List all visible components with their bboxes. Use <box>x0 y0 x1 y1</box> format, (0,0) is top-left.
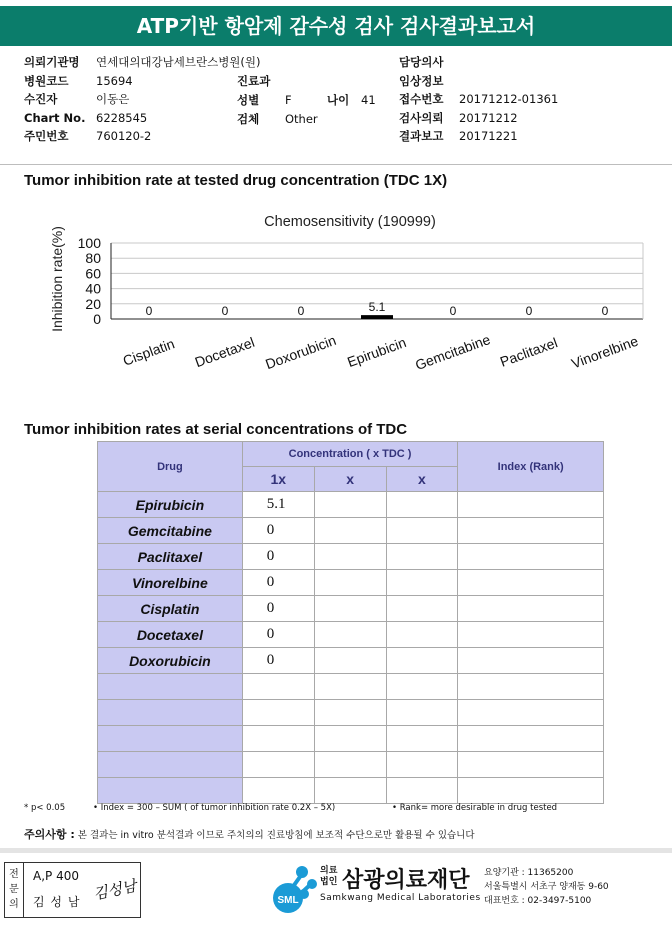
footer-divider <box>0 848 672 853</box>
concentration-value-cell <box>314 518 386 544</box>
concentration-1x-value <box>242 700 314 726</box>
index-rank-cell <box>458 674 604 700</box>
patient-info-left <box>24 53 261 146</box>
table-row <box>98 752 604 778</box>
table-row <box>98 700 604 726</box>
org-address: 서울특별시 서초구 양재동 9-60 <box>484 882 609 892</box>
table-row <box>98 648 604 674</box>
concentration-1x-value <box>242 726 314 752</box>
concentration-value-cell <box>314 622 386 648</box>
index-rank-cell <box>458 570 604 596</box>
concentration-1x-value: 5.1 <box>242 492 314 518</box>
concentration-1x-value: 0 <box>242 648 314 674</box>
y-tick-label: 100 <box>77 235 101 251</box>
table-row <box>98 674 604 700</box>
table-row <box>98 570 604 596</box>
report-title: ATP기반 항암제 감수성 검사 검사결과보고서 <box>0 6 672 46</box>
bar <box>361 315 393 319</box>
y-tick-label: 60 <box>85 265 101 282</box>
data-label: 0 <box>145 304 153 318</box>
specialist-signature-box <box>4 862 141 918</box>
concentration-value-cell <box>386 596 458 622</box>
concentration-1x-value <box>242 778 314 804</box>
hospital-code-row: 병원코드 15694 <box>24 73 133 88</box>
y-tick-label: 0 <box>93 311 101 327</box>
data-label: 0 <box>525 304 533 318</box>
drug-name-cell: Cisplatin <box>98 596 243 622</box>
attending-doctor-row: 담당의사 <box>399 55 444 69</box>
concentration-value-cell <box>314 752 386 778</box>
concentration-header: Concentration ( x TDC ) <box>242 442 458 467</box>
concentration-value-cell <box>386 492 458 518</box>
drug-name-cell: Doxorubicin <box>98 648 243 674</box>
patient-info-right <box>399 53 558 146</box>
data-label: 0 <box>221 304 229 318</box>
concentration-x-header: x <box>386 467 458 492</box>
index-rank-cell <box>458 622 604 648</box>
drug-name-cell: Gemcitabine <box>98 518 243 544</box>
y-tick-label: 40 <box>85 280 101 297</box>
specialist-label: 전문의 <box>9 869 19 910</box>
chart-section-title: Tumor inhibition rate at tested drug concentration (TDC 1X) <box>24 172 448 189</box>
clinical-info-row: 임상정보 <box>399 73 444 88</box>
concentration-value-cell <box>314 778 386 804</box>
drug-name-cell: Paclitaxel <box>98 544 243 570</box>
specialist-name: 김 성 남 <box>33 895 81 909</box>
table-section-title: Tumor inhibition rates at serial concentrations of TDC <box>24 421 408 438</box>
drug-name-cell <box>98 726 243 752</box>
index-rank-header: Index (Rank) <box>458 442 604 492</box>
org-code: 요양기관 : 11365200 <box>484 868 574 878</box>
resident-number-row: 주민번호 760120-2 <box>24 129 152 143</box>
index-rank-cell <box>458 492 604 518</box>
table-row <box>98 518 604 544</box>
concentration-1x-value: 0 <box>242 596 314 622</box>
data-label: 0 <box>601 304 609 318</box>
concentration-value-cell <box>386 570 458 596</box>
drug-name-cell <box>98 674 243 700</box>
drug-name-cell: Epirubicin <box>98 492 243 518</box>
table-row <box>98 622 604 648</box>
table-row <box>98 492 604 518</box>
concentration-value-cell <box>314 596 386 622</box>
age-row: 나이 41 <box>327 93 376 107</box>
x-tick-label: Paclitaxel <box>497 334 560 370</box>
x-tick-label: Docetaxel <box>192 333 257 371</box>
concentration-value-cell <box>386 674 458 700</box>
concentration-value-cell <box>386 700 458 726</box>
divider <box>0 164 672 165</box>
concentration-value-cell <box>314 648 386 674</box>
x-tick-label: Vinorelbine <box>569 332 641 372</box>
sml-logo-icon <box>270 862 320 914</box>
drug-column-header: Drug <box>98 442 243 492</box>
chart-number-row: Chart No. 6228545 <box>24 110 148 125</box>
drug-name-cell <box>98 700 243 726</box>
drug-name-cell <box>98 778 243 804</box>
concentration-1x-value: 0 <box>242 622 314 648</box>
x-tick-label: Epirubicin <box>345 334 409 371</box>
concentration-1x-header: 1x <box>242 467 314 492</box>
table-row <box>98 596 604 622</box>
license-code: A,P 400 <box>33 869 79 883</box>
concentration-value-cell <box>386 752 458 778</box>
drug-name-cell: Docetaxel <box>98 622 243 648</box>
svg-text:SML: SML <box>277 895 299 906</box>
index-rank-cell <box>458 648 604 674</box>
concentration-value-cell <box>386 518 458 544</box>
footnote-index-definition: • Index = 300 – SUM ( of tumor inhibition rate 0.2X – 5X) <box>93 803 336 813</box>
footnote-p-value: * p< 0.05 <box>24 803 66 813</box>
concentration-value-cell <box>314 544 386 570</box>
concentration-1x-value: 0 <box>242 518 314 544</box>
concentration-1x-value: 0 <box>242 570 314 596</box>
data-label: 0 <box>449 304 457 318</box>
data-label: 5.1 <box>368 300 386 315</box>
results-table <box>97 441 604 804</box>
concentration-value-cell <box>314 492 386 518</box>
concentration-value-cell <box>386 726 458 752</box>
caution-text: 본 결과는 in vitro 분석결과 이므로 주치의의 진료방침에 보조적 수단으로만 활용될 수 있습니다 <box>77 830 475 841</box>
caution-note <box>24 826 475 842</box>
chart-title: Chemosensitivity (190999) <box>264 214 436 230</box>
index-rank-cell <box>458 596 604 622</box>
concentration-value-cell <box>314 570 386 596</box>
index-rank-cell <box>458 700 604 726</box>
footnote-rank-definition: • Rank= more desirable in drug tested <box>392 803 558 813</box>
index-rank-cell <box>458 544 604 570</box>
y-tick-label: 20 <box>85 295 101 312</box>
chemosensitivity-chart <box>0 195 672 405</box>
org-name: 삼광의료재단 <box>342 868 470 893</box>
handwritten-signature: 김성남 <box>91 876 138 904</box>
y-tick-label: 80 <box>85 250 101 267</box>
org-prefix: 의료 법인 <box>320 866 338 887</box>
results-table-body <box>98 492 604 804</box>
concentration-value-cell <box>386 622 458 648</box>
concentration-value-cell <box>314 674 386 700</box>
x-tick-label: Cisplatin <box>120 335 177 369</box>
concentration-value-cell <box>314 700 386 726</box>
department-label: 진료과 <box>237 74 271 88</box>
concentration-value-cell <box>314 726 386 752</box>
drug-name-cell: Vinorelbine <box>98 570 243 596</box>
index-rank-cell <box>458 518 604 544</box>
chart-plot-area <box>78 235 643 373</box>
concentration-value-cell <box>386 648 458 674</box>
request-date-row: 검사의뢰 20171212 <box>399 110 518 125</box>
concentration-value-cell <box>386 778 458 804</box>
index-rank-cell <box>458 752 604 778</box>
table-row <box>98 726 604 752</box>
referring-hospital-row: 의뢰기관명 연세대의대강남세브란스병원(원) <box>24 55 261 69</box>
concentration-value-cell <box>386 544 458 570</box>
drug-name-cell <box>98 752 243 778</box>
concentration-1x-value: 0 <box>242 544 314 570</box>
x-tick-label: Doxorubicin <box>263 331 339 373</box>
report-date-row: 결과보고 20171221 <box>399 129 518 143</box>
concentration-1x-value <box>242 752 314 778</box>
chart-ylabel: Inhibition rate(%) <box>49 226 65 332</box>
patient-name-row: 수진자 이동은 <box>24 92 130 106</box>
receipt-number-row: 접수번호 20171212-01361 <box>399 92 559 106</box>
table-row <box>98 778 604 804</box>
data-label: 0 <box>297 304 305 318</box>
org-phone: 대표번호 : 02-3497-5100 <box>484 896 592 906</box>
concentration-x-header: x <box>314 467 386 492</box>
specimen-row: 검체 Other <box>237 112 318 126</box>
index-rank-cell <box>458 778 604 804</box>
x-tick-label: Gemcitabine <box>412 331 493 374</box>
org-contact <box>484 866 609 908</box>
table-row <box>98 544 604 570</box>
caution-label: 주의사항 : <box>24 828 75 841</box>
concentration-1x-value <box>242 674 314 700</box>
org-english-name: Samkwang Medical Laboratories <box>320 893 481 903</box>
index-rank-cell <box>458 726 604 752</box>
sex-row: 성별 F <box>237 93 292 107</box>
